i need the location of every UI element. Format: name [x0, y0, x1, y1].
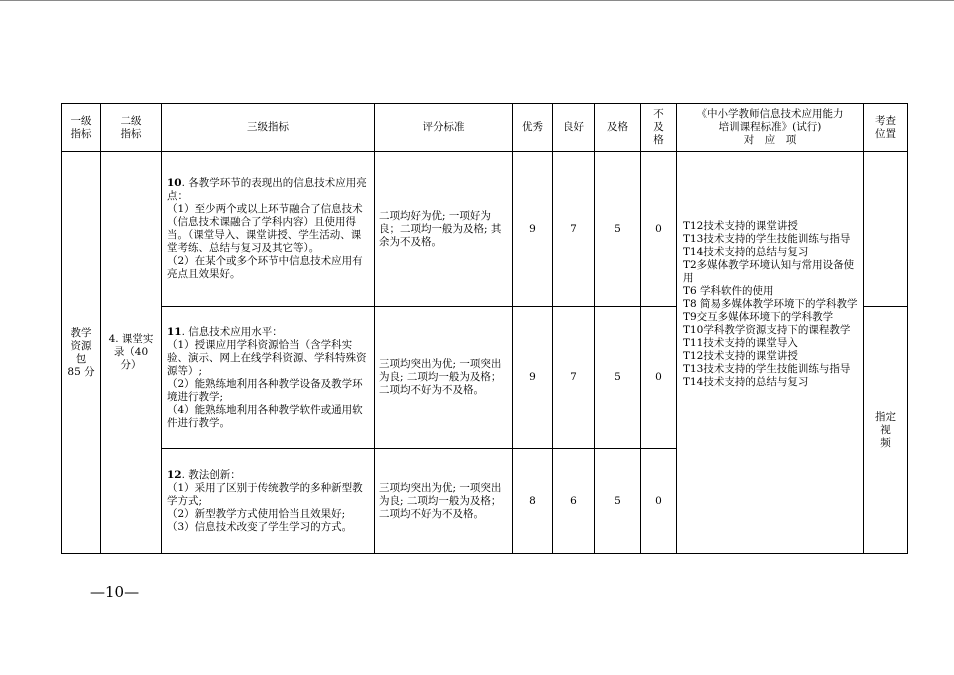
location-cell: [864, 307, 908, 554]
score-good: [553, 449, 595, 554]
table-row: [62, 152, 908, 307]
score-pass-value: 5: [614, 494, 621, 507]
header-excellent: [513, 104, 553, 152]
score-pass: [595, 307, 641, 449]
indicator-number: 11: [167, 325, 182, 338]
criteria-cell: [375, 307, 513, 449]
level1-cell: [62, 152, 101, 554]
standards-text: T12技术支持的课堂讲授 T13技术支持的学生技能训练与指导 T14技术支持的总结与复习 T2多媒体教学环境认知与常用设备使用 T6 学科软件的使用 T8 简易多媒体教学环境下的学科教学 T9交互多媒体环境下的学科教学 T10学科教学资源支持下的课程教学 T11技术支持的课堂导入 T12技术支持的课堂讲授 T13技术支持的学生技能训练与指导 T14技术支持的总结与复习: [683, 220, 858, 388]
indicator-body: （1）采用了区别于传统教学的多种新型教学方式; （2）新型教学方式使用恰当且效果好; （3）信息技术改变了学生学习的方式。: [167, 481, 363, 533]
indicator-number: 10: [167, 177, 182, 189]
header-level3: [162, 104, 375, 152]
header-level3-label: 三级指标: [247, 121, 289, 133]
top-border-line: [0, 0, 954, 1]
standards-cell: [677, 152, 864, 554]
criteria-text: 三项均突出为优; 一项突出为良; 二项均一般为及格；二项均不好为不及格。: [379, 481, 502, 520]
header-standard-label: 《中小学教师信息技术应用能力 培训课程标准》(试行) 对 应 项: [696, 108, 844, 146]
header-criteria: [375, 104, 513, 152]
header-standard: [677, 104, 864, 152]
score-good-value: 7: [570, 371, 577, 383]
page-number: —10—: [90, 583, 140, 601]
criteria-text: 二项均好为优; 一项好为良；二项均一般为及格; 其余为不及格。: [379, 209, 502, 248]
score-pass-value: 5: [614, 222, 621, 235]
header-level2: [101, 104, 162, 152]
score-good: [553, 152, 595, 307]
header-row: [62, 104, 908, 152]
indicator-number: 12: [167, 468, 182, 481]
indicator-title: . 各教学环节的表现出的信息技术应用亮点：: [167, 177, 367, 202]
indicator-title: . 信息技术应用水平：: [181, 325, 283, 338]
header-pass-label: 及格: [607, 121, 628, 133]
header-fail-label: 不 及 格: [653, 108, 664, 146]
indicator-body: （1）至少两个或以上环节融合了信息技术（信息技术课融合了学科内容）且使用得当。（课堂导入、课堂讲授、学生活动、课堂考练、总结与复习及其它等）。 （2）在某个或多个环节中信息技术应用有亮点且效果好。: [167, 203, 363, 280]
header-good-label: 良好: [563, 121, 584, 133]
score-excellent-value: 9: [529, 222, 536, 235]
score-fail-value: 0: [655, 371, 662, 383]
indicator-cell: [162, 307, 375, 449]
score-good-value: 6: [570, 494, 577, 507]
indicator-title: . 教法创新：: [181, 468, 241, 481]
score-fail-value: 0: [655, 222, 662, 235]
header-location: [864, 104, 908, 152]
score-pass: [595, 449, 641, 554]
level2-cell: [101, 152, 162, 554]
location-cell-top: [864, 152, 908, 307]
score-excellent: [513, 449, 553, 554]
score-fail: [641, 152, 677, 307]
header-criteria-label: 评分标准: [422, 121, 465, 133]
evaluation-table: [61, 103, 908, 554]
score-fail: [641, 449, 677, 554]
header-level1: [62, 104, 101, 152]
header-location-label: 考查 位置: [875, 114, 896, 140]
score-pass-value: 5: [614, 371, 621, 383]
location-value: 指定 视 频: [875, 410, 896, 449]
score-fail: [641, 307, 677, 449]
header-excellent-label: 优秀: [522, 121, 543, 133]
level2-value: 4. 课堂实 录（40 分）: [108, 333, 154, 371]
score-excellent-value: 8: [529, 494, 536, 507]
indicator-body: （1）授课应用学科资源恰当（含学科实验、演示、网上在线学科资源、学科特殊资源等）; （2）能熟练地利用各种教学设备及教学环境进行教学; （4）能熟练地利用各种教学软件或通用软件进行教学。: [167, 338, 367, 429]
score-fail-value: 0: [655, 494, 662, 507]
header-level1-label: 一级 指标: [70, 114, 92, 140]
criteria-text: 三项均突出为优; 一项突出为良; 二项均一般为及格；二项均不好为不及格。: [379, 358, 502, 396]
indicator-cell: [162, 152, 375, 307]
header-pass: [595, 104, 641, 152]
score-good-value: 7: [570, 222, 577, 235]
score-excellent: [513, 307, 553, 449]
score-good: [553, 307, 595, 449]
score-excellent: [513, 152, 553, 307]
level1-value: 教学 资源 包 85 分: [67, 326, 95, 378]
criteria-cell: [375, 449, 513, 554]
header-good: [553, 104, 595, 152]
header-level2-label: 二级 指标: [120, 114, 142, 140]
header-fail: [641, 104, 677, 152]
criteria-cell: [375, 152, 513, 307]
score-pass: [595, 152, 641, 307]
score-excellent-value: 9: [529, 371, 536, 383]
indicator-cell: [162, 449, 375, 554]
